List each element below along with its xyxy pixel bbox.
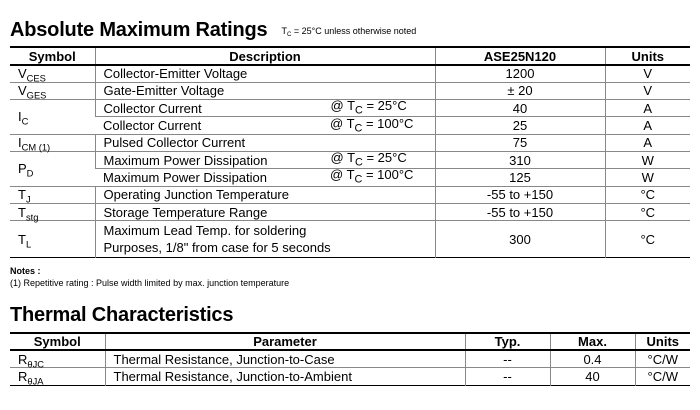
table-header-row [10,333,690,350]
page-title: Absolute Maximum Ratings [10,19,268,41]
description-cell: Collector-Emitter Voltage [95,65,435,82]
symbol-cell: $V_{GES}$ [10,82,95,99]
description-cell: Maximum Power Dissipation @ $T_C = 25^\circ C$ [95,151,435,168]
unit-cell: °C/W [635,350,690,368]
table-row [10,100,690,117]
symbol-cell: $R_{\theta JC}$ [18,351,45,369]
description-cell: Collector Current @ $T_C = 100^\circ C$ [95,117,435,134]
ratings-header [10,19,416,43]
value-cell: 310 [435,151,605,168]
notes-title: Notes : [10,266,41,276]
description-cell: Collector Current @ $T_C = 25^\circ C$ [95,100,435,117]
unit-cell: °C/W [635,368,690,386]
table-row [10,82,690,99]
temperature-note: $T_C = 25^\circ C$ unless otherwise noted [281,26,417,38]
col-header-units: Units [635,333,690,350]
table-row [10,186,690,203]
value-cell: -55 to +150 [435,203,605,220]
unit-cell: A [605,117,690,134]
symbol-cell: $T_J$ [10,186,95,203]
col-header-description: Description [95,47,435,65]
unit-cell: W [605,169,690,186]
value-cell: 25 [435,117,605,134]
unit-cell: A [605,134,690,151]
thermal-section-title: Thermal Characteristics [10,304,234,326]
description-cell: Maximum Power Dissipation @ $T_C = 100^\circ C$ [95,169,435,186]
value-cell: 125 [435,169,605,186]
value-cell: 75 [435,134,605,151]
value-cell: -55 to +150 [435,186,605,203]
description-cell: Gate-Emitter Voltage [95,82,435,99]
unit-cell: W [605,151,690,168]
typ-cell: -- [465,368,550,386]
description-cell: Pulsed Collector Current [95,134,435,151]
table-header-row [10,47,690,65]
symbol-cell: $T_{stg}$ [10,203,95,220]
table-row [10,134,690,151]
table-row [10,350,690,368]
note-item: (1) Repetitive rating : Pulse width limited by max. junction temperature [10,278,290,288]
table-row [10,151,690,168]
unit-cell: °C [605,221,690,258]
symbol-cell: $V_{CES}$ [10,65,95,82]
notes-section [10,265,289,289]
table-row [10,65,690,82]
col-header-symbol: Symbol [10,47,95,65]
symbol-cell: $T_L$ [10,221,95,258]
value-cell: 40 [435,100,605,117]
parameter-cell: Thermal Resistance, Junction-to-Case [105,350,465,368]
table-row [10,203,690,220]
unit-cell: °C [605,186,690,203]
thermal-characteristics-table [10,332,690,386]
table-row [10,169,690,186]
parameter-cell: Thermal Resistance, Junction-to-Ambient [105,368,465,386]
col-header-part-number: ASE25N120 [435,47,605,65]
symbol-cell: $R_{\theta JA}$ [10,368,105,386]
table-row [10,221,690,258]
max-cell: 0.4 [550,350,635,368]
col-header-parameter: Parameter [105,333,465,350]
condition-text: @ $T_C = 100^\circ C$ [330,167,414,186]
value-cell: 1200 [435,65,605,82]
symbol-cell: $P_D$ [10,151,95,186]
condition-text: @ $T_C = 100^\circ C$ [330,115,414,134]
condition-text: @ $T_C = 25^\circ C$ [330,149,407,169]
value-cell: ± 20 [435,82,605,99]
symbol-cell: $I_C$ [10,100,95,135]
value-cell: 300 [435,221,605,258]
col-header-typ: Typ. [465,333,550,350]
col-header-units: Units [605,47,690,65]
unit-cell: V [605,65,690,82]
absolute-max-ratings-table [10,46,690,258]
unit-cell: V [605,82,690,99]
table-row [10,368,690,386]
col-header-symbol: Symbol [10,333,105,350]
table-row [10,117,690,134]
unit-cell: °C [605,203,690,220]
symbol-cell: $I_{CM (1)}$ [10,134,95,151]
unit-cell: A [605,100,690,117]
condition-text: @ $T_C = 25^\circ C$ [330,98,407,117]
description-cell: Storage Temperature Range [95,203,435,220]
typ-cell: -- [465,350,550,368]
max-cell: 40 [550,368,635,386]
description-cell: Operating Junction Temperature [95,186,435,203]
col-header-max: Max. [550,333,635,350]
description-cell: Maximum Lead Temp. for soldering Purposes, 1/8" from case for 5 seconds [95,221,435,258]
